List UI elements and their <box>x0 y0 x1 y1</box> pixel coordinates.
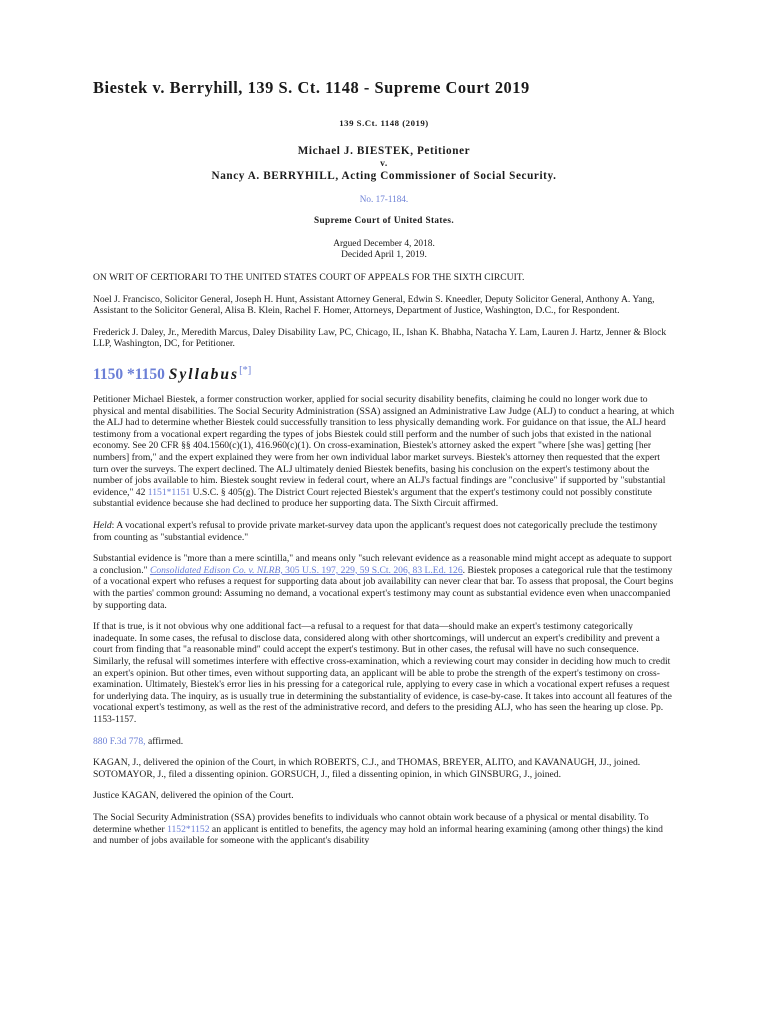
text-run: Petitioner Michael Biestek, a former construction worker, applied for social security disability benefits, claiming he could no longer work due to physical and mental disabilities. The Social Security Administration (SSA) assigned an Administrative Law Judge (ALJ) to conduct a hearing, at which the ALJ had to determine whether Biestek could successfully transition to less physically demanding work. For guidance on that issue, the ALJ heard testimony from a vocational expert regarding the types of jobs Biestek could still perform and the number of such jobs that existed in the national economy. See 20 CFR §§ 404.1560(c)(1), 416.960(c)(1). On cross-examination, Biestek's attorney asked the expert "where [she was] getting [her numbers] from," and the expert explained they were from her own individual labor market surveys. Biestek's attorney then requested that the expert turn over the surveys. The expert declined. The ALJ ultimately denied Biestek benefits, basing his conclusion on the expert's testimony about the number of jobs available to him. Biestek sought review in federal court, where an ALJ's factual findings are "conclusive" if supported by "substantial evidence," 42 <box>93 394 675 498</box>
writ-statement: ON WRIT OF CERTIORARI TO THE UNITED STATES COURT OF APPEALS FOR THE SIXTH CIRCUIT. <box>93 271 525 283</box>
case-citation: 139 S.Ct. 1148 (2019) <box>339 118 429 128</box>
syllabus-paragraph <box>93 553 675 611</box>
syllabus-paragraph <box>93 394 675 510</box>
docket-link[interactable]: No. 17-1184. <box>359 193 409 204</box>
decided-date: Decided April 1, 2019. <box>341 250 427 261</box>
reporter-cite: 305 U.S. 197, 229, 59 S.Ct. 206, 83 L.Ed. 126 <box>282 564 463 576</box>
case-dates <box>93 239 675 262</box>
counsel-petitioner: Frederick J. Daley, Jr., Meredith Marcus, Daley Disability Law, PC, Chicago, IL, Ishan K. Bhabha, Natacha Y. Lam, Lauren J. Hartz, Jenner & Block LLP, Washington, DC, for Petitioner. <box>93 326 667 350</box>
text-run: . Biestek proposes a categorical rule that the testimony of a vocational expert who refuses a request for supporting data about job availability can never clear that bar. To assess that proposal, the Court begins with the parties' common ground: Assuming no demand, a vocational expert's testimony may count as substantial evidence even when unaccompanied by supporting data. <box>93 564 674 611</box>
respondent-name: Nancy A. BERRYHILL, Acting Commissioner of Social Security. <box>211 169 557 182</box>
text-run: affirmed. <box>145 735 184 747</box>
document-page <box>93 78 675 857</box>
opinion-author: Justice KAGAN, delivered the opinion of the Court. <box>93 790 294 802</box>
page-ref-link[interactable]: 1150 *1150 <box>93 366 165 384</box>
text-run: Substantial evidence is "more than a mere scintilla," and means only "such relevant evidence as a reasonable mind might accept as adequate to support a conclusion." <box>93 553 672 576</box>
syllabus-title: Syllabus <box>168 366 240 384</box>
case-parties <box>93 144 675 184</box>
versus-label: v. <box>380 158 388 169</box>
court-name: Supreme Court of United States. <box>313 215 455 226</box>
footnote-link[interactable]: [*] <box>239 364 252 376</box>
docket-number <box>93 194 675 206</box>
text-run: an applicant is entitled to benefits, the agency may hold an informal hearing examining (among other things) the kind and number of jobs available for someone with the applicant's disability <box>93 823 663 847</box>
syllabus-heading <box>93 362 675 384</box>
held-label: Held <box>93 520 112 532</box>
page-title: Biestek v. Berryhill, 139 S. Ct. 1148 - Supreme Court 2019 <box>93 78 530 97</box>
case-citation-link[interactable] <box>150 565 463 576</box>
opinion-line: KAGAN, J., delivered the opinion of the Court, in which ROBERTS, C.J., and THOMAS, BREYER, ALITO, and KAVANAUGH, JJ., joined. SOTOMAYOR, J., filed a dissenting opinion. GORSUCH, J., filed a dissenting opinion, in which GINSBURG, J., joined. <box>93 757 641 780</box>
lower-court-link[interactable]: 880 F.3d 778, <box>93 735 146 747</box>
opinion-paragraph <box>93 812 675 847</box>
disposition <box>93 736 675 748</box>
text-run: : A vocational expert's refusal to provide private market-survey data upon the applicant's request does not categorically preclude the testimony from counting as "substantial evidence." <box>93 520 658 543</box>
page-ref-link[interactable]: 1152*1152 <box>167 823 210 835</box>
holding-paragraph <box>93 520 675 543</box>
petitioner-name: Michael J. BIESTEK, Petitioner <box>297 144 471 157</box>
argued-date: Argued December 4, 2018. <box>333 238 435 249</box>
case-name: Consolidated Edison Co. v. NLRB, <box>149 564 283 576</box>
text-run: U.S.C. § 405(g). The District Court rejected Biestek's argument that the expert's testimony could not possibly constitute substantial evidence because she had declined to produce her supporting data. The Sixth Circuit affirmed. <box>93 486 652 510</box>
page-ref-link[interactable]: 1151*1151 <box>147 486 191 498</box>
syllabus-paragraph: If that is true, is it not obvious why one additional fact—a refusal to a request for that data—should make an expert's testimony categorically inadequate. In some cases, the refusal to disclose data, considered along with other shortcomings, will undercut an expert's credibility and prevent a court from finding that "a reasonable mind" could accept the expert's testimony. But in other cases, the refusal will have no such consequence. Similarly, the refusal will sometimes interfere with effective cross-examination, which a reviewing court may consider in deciding how much to credit an expert's opinion. But other times, even without supporting data, an applicant will be able to probe the strength of the expert's testimony on cross-examination. Ultimately, Biestek's error lies in his pressing for a categorical rule, applying to every case in which a vocational expert refuses a request for underlying data. The inquiry, as is usually true in determining the substantiality of evidence, is case-by-case. It takes into account all features of the vocational expert's testimony, as well as the rest of the administrative record, and defers to the presiding ALJ, who has seen the hearing up close. Pp. 1153-1157. <box>93 621 672 725</box>
counsel-respondent: Noel J. Francisco, Solicitor General, Joseph H. Hunt, Assistant Attorney General, Edwin S. Kneedler, Deputy Solicitor General, Anthony A. Yang, Assistant to the Solicitor General, Alisa B. Klein, Rachel F. Homer, Attorneys, Department of Justice, Washington, D.C., for Respondent. <box>93 293 655 317</box>
text-run: The Social Security Administration (SSA) provides benefits to individuals who cannot obtain work because of a physical or mental disability. To determine whether <box>93 811 649 835</box>
